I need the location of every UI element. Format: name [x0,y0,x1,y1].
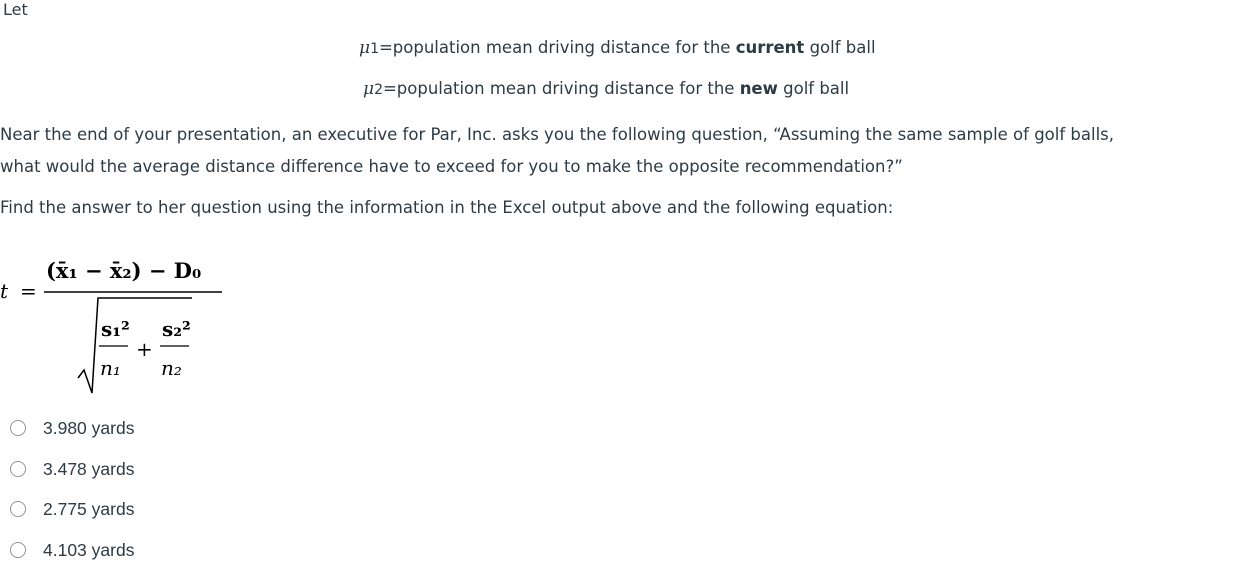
instruction-text: Find the answer to her question using the information in the Excel output above and the following equation: [0,198,894,217]
answer-label: 4.103 yards [43,539,135,560]
term1-numerator: s₁² [101,317,130,341]
intro-text: Let [3,0,28,19]
radio-button[interactable] [10,461,26,477]
definition-text: =population mean driving distance for the [378,38,736,57]
mu-subscript: 1 [370,41,379,57]
mu-subscript: 2 [374,82,383,98]
definition-bold: current [735,38,805,57]
answer-label: 3.980 yards [43,417,135,438]
answer-label: 3.478 yards [43,458,135,479]
formula-plus: + [136,337,153,361]
radio-button[interactable] [10,420,26,436]
question-line-1: Near the end of your presentation, an executive for Par, Inc. asks you the following question, “Assuming the same sample of golf balls, [0,125,1115,144]
definition-bold: new [739,79,778,98]
definition-text: =population mean driving distance for the [382,79,740,98]
formula-graphic [0,250,240,400]
t-statistic-formula [0,250,240,400]
answer-option-3[interactable] [10,497,134,521]
question-line-2: what would the average distance difference have to exceed for you to make the opposite recommendation?” [0,157,903,176]
definition-tail: golf ball [804,38,876,57]
answer-option-1[interactable] [10,416,134,440]
mu-symbol: μ [363,79,375,99]
radio-button[interactable] [10,542,26,558]
formula-numerator: (x̄₁ − x̄₂) − D₀ [46,258,202,283]
answer-option-2[interactable] [10,457,134,481]
mu-symbol: μ [359,38,371,58]
definition-mu1 [359,38,876,58]
term2-numerator: s₂² [162,317,191,341]
answer-option-4[interactable] [10,538,134,562]
term1-denominator: n₁ [100,356,121,380]
definition-tail: golf ball [777,79,850,98]
formula-lhs: t [0,279,9,303]
definition-mu2 [363,79,849,99]
radio-button[interactable] [10,501,26,517]
formula-equals: = [20,279,37,303]
answer-label: 2.775 yards [43,498,135,519]
term2-denominator: n₂ [161,356,182,380]
